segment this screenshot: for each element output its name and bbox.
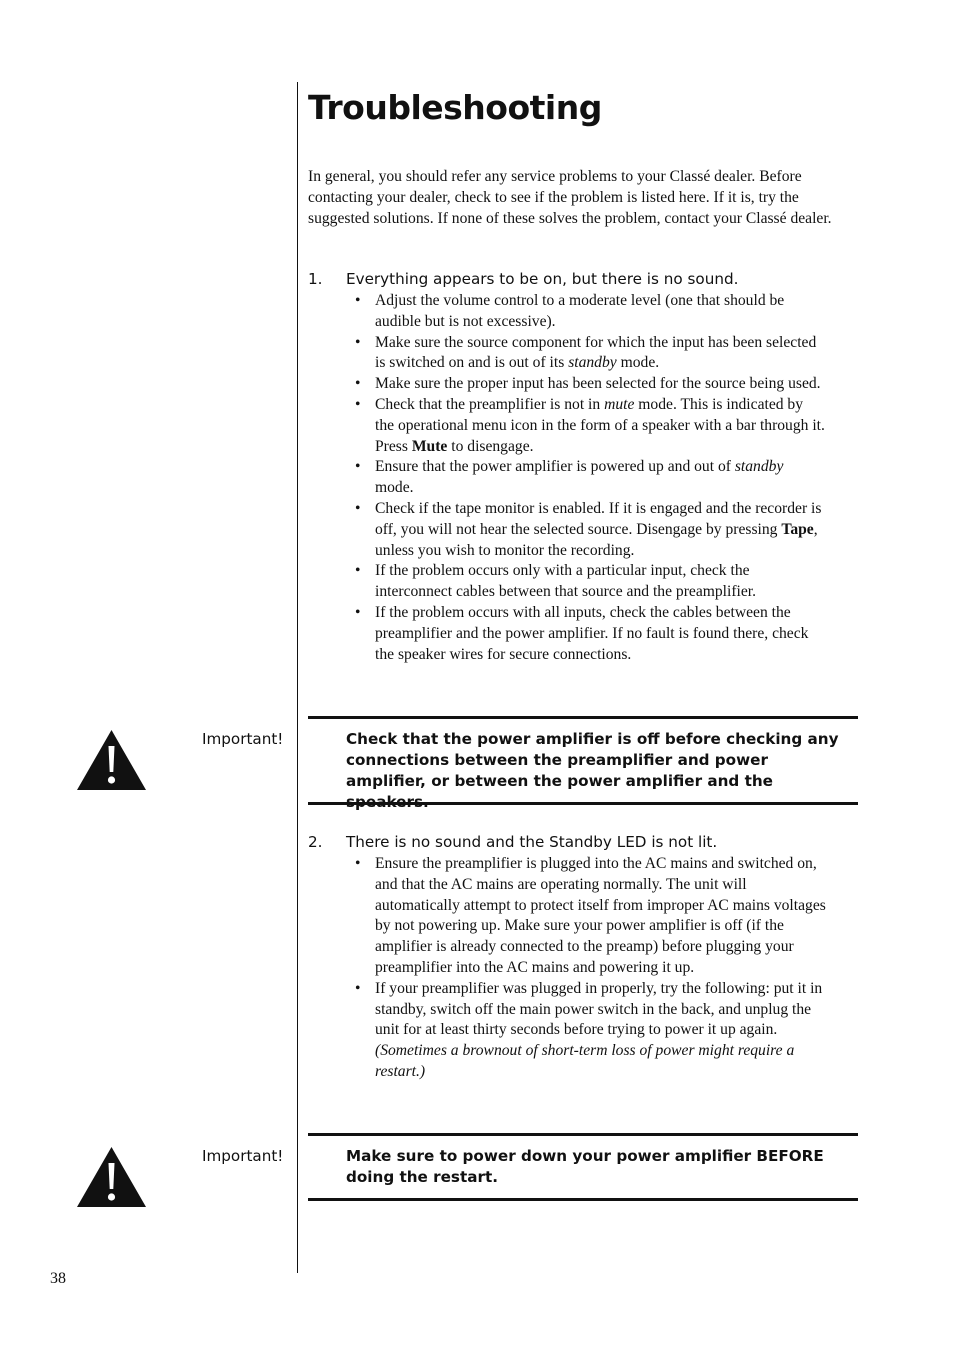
section-1-title: Everything appears to be on, but there is no sound.: [346, 270, 739, 288]
bullet-icon: •: [355, 499, 361, 517]
warning-triangle-icon: [77, 1147, 146, 1207]
bullet-icon: •: [355, 603, 361, 621]
mute-button-label: Mute: [411, 437, 448, 455]
bullet-icon: •: [355, 375, 361, 393]
section-1-bullet-list: [355, 291, 825, 665]
section-2-title: There is no sound and the Standby LED is not lit.: [346, 833, 718, 851]
page-title: Troubleshooting: [308, 88, 602, 127]
list-item: • Check if the tape monitor is enabled. If it is engaged and the recorder is off, you will not hear the selected source. Disengage by pressing Tape, unless you wish to monitor the recording.: [355, 499, 822, 559]
list-item: • If the problem occurs only with a particular input, check the interconnect cables between that source and the preamplifier.: [355, 562, 757, 601]
tape-button-label: Tape: [781, 520, 814, 538]
column-divider: [297, 82, 298, 1273]
bullet-icon: •: [355, 855, 361, 872]
bullet-icon: •: [355, 979, 361, 997]
page-number: 38: [50, 1270, 66, 1287]
bullet-icon: •: [355, 458, 361, 476]
section-1-number: 1.: [308, 270, 323, 288]
bullet-icon: •: [355, 292, 361, 309]
important-callout: [308, 716, 858, 811]
important-label: Important!: [202, 730, 284, 748]
bullet-icon: •: [355, 333, 361, 351]
list-item: • Make sure the source component for which the input has been selected is switched on and is out of its standby mode.: [355, 333, 817, 372]
important-callout: [308, 1133, 858, 1201]
intro-paragraph: In general, you should refer any service problems to your Classé dealer. Before contacting your dealer, check to see if the problem is listed here. If it is, try the suggested solutions. If none of these solves the problem, contact your Classé dealer.: [308, 168, 832, 227]
important-text: Check that the power amplifier is off before checking any connections between the preamplifier and power amplifier, or between the power amplifier and the speakers.: [346, 730, 839, 811]
list-item: • Ensure that the power amplifier is powered up and out of standby mode.: [355, 458, 784, 497]
important-label: Important!: [202, 1147, 284, 1165]
section-2-number: 2.: [308, 833, 323, 851]
section-2-bullet-list: [355, 854, 830, 1083]
list-item: • Check that the preamplifier is not in mute mode. This is indicated by the operational menu icon in the form of a speaker with a bar through it. Press Mute to disengage.: [355, 395, 825, 455]
list-item: • Make sure the proper input has been selected for the source being used.: [355, 374, 825, 395]
warning-triangle-icon: [77, 730, 146, 790]
list-item: • If your preamplifier was plugged in properly, try the following: put it in standby, switch off the main power switch in the back, and unplug the unit for at least thirty seconds before trying to power it up again. (Sometimes a brownout of short-term loss of power might require a restart.): [355, 979, 823, 1080]
bullet-icon: •: [355, 562, 361, 580]
list-item: • If the problem occurs with all inputs, check the cables between the preamplifier and the power amplifier. If no fault is found there, check the speaker wires for secure connections.: [355, 603, 809, 663]
section-1-heading: [308, 269, 738, 290]
list-item: • Ensure the preamplifier is plugged into the AC mains and switched on, and that the AC mains are operating normally. The unit will automatically attempt to protect itself from improper AC mains voltages by not powering up. Make sure your power amplifier is off (if the amplifier is already connected to the preamp) before plugging your preamplifier into the AC mains and powering it up.: [355, 855, 826, 976]
section-2-heading: [308, 832, 717, 853]
list-item: • Adjust the volume control to a moderate level (one that should be audible but is not excessive).: [355, 292, 785, 330]
important-text: Make sure to power down your power amplifier BEFORE doing the restart.: [346, 1147, 824, 1186]
bullet-icon: •: [355, 395, 361, 413]
